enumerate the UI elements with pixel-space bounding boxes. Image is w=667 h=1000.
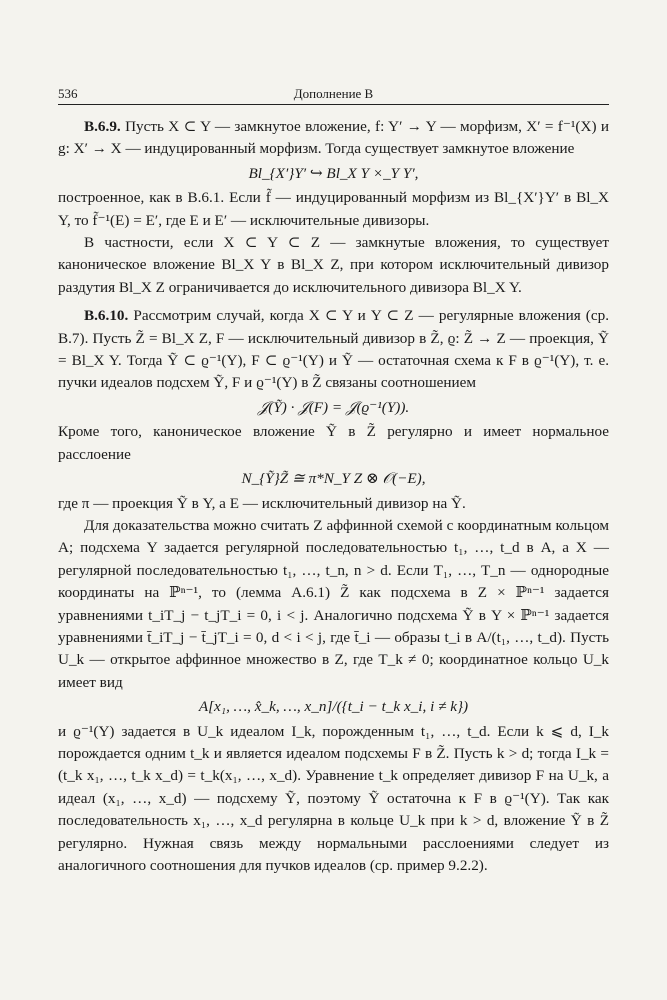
paragraph-projection: где π — проекция Ỹ в Y, а E — исключительный дивизор на Ỹ. — [58, 494, 466, 512]
section-text-b-6-9: Пусть X ⊂ Y — замкнутое вложение, f: Y′ → Y — морфизм, X′ = f⁻¹(X) и g: X′ → X — индуцированный морфизм. Тогда существует замкнутое вложение — [58, 118, 609, 158]
paragraph-normal-bundle-intro: Кроме того, каноническое вложение Ỹ в Z̃ регулярно и имеет нормальное расслоение — [58, 423, 609, 463]
header-rule — [58, 104, 609, 105]
paragraph-b-6-10 — [58, 305, 609, 395]
paragraph-b-6-9-continued: построенное, как в B.6.1. Если f̃ — индуцированный морфизм из Bl_{X′}Y′ в Bl_X Y, то f̃⁻¹(E) = E′, где E и E′ — исключительные дивизоры. — [58, 189, 609, 229]
section-text-b-6-10: Рассмотрим случай, когда X ⊂ Y и Y ⊂ Z — регулярные вложения (ср. B.7). Пусть Z̃ = Bl_X Z, F — исключительный дивизор в Z̃, ϱ: Z̃ → Z — проекция, Ỹ = Bl_X Y. Тогда Ỹ ⊂ ϱ⁻¹(Y), F ⊂ ϱ⁻¹(Y) и Ỹ — остаточная схема к F в ϱ⁻¹(Y), т. е. пучки идеалов подсхем Ỹ, F и ϱ⁻¹(Y) в Z̃ связаны соотношением — [58, 307, 609, 392]
running-title: Дополнение B — [293, 86, 374, 101]
paragraph-proof: Для доказательства можно считать Z аффинной схемой с координатным кольцом A; подсхема Y задается регулярной последовательностью t₁, …, t_d в A, а X — регулярной последовательностью t₁, …, t_n, n > d. Если T₁, …, T_n — однородные координаты на ℙⁿ⁻¹, то (лемма A.6.1) Z̃ как подсхема в Z × ℙⁿ⁻¹ задается уравнениями t_iT_j − t_jT_i = 0, i < j. Аналогично подсхема Ỹ в Y × ℙⁿ⁻¹ задается уравнениями t̄_iT_j − t̄_jT_i = 0, d < i < j, где t̄_i — образы t_i в A/(t₁, …, t_d). Пусть U_k — открытое аффинное множество в Z, где T_k ≠ 0; координатное кольцо U_k имеет вид — [58, 516, 609, 691]
formula-coordinate-ring: A[x₁, …, x̂_k, …, x_n]/({t_i − t_k x_i, i ≠ k}) — [198, 698, 469, 716]
page-body — [58, 116, 609, 877]
section-label-b-6-9: B.6.9. — [84, 118, 121, 135]
paragraph-in-particular: В частности, если X ⊂ Y ⊂ Z — замкнутые вложения, то существует каноническое вложение Bl_X Y в Bl_X Z, при котором исключительный дивизор раздутия Bl_X Z ограничивается до исключительного дивизора Bl_X Y. — [58, 234, 609, 296]
paragraph-proof-conclusion: и ϱ⁻¹(Y) задается в U_k идеалом I_k, порожденным t₁, …, t_d. Если k ⩽ d, I_k порождается одним t_k и является идеалом подсхемы F в Z̃. Пусть k > d; тогда I_k = (t_k x₁, …, t_k x_d) = t_k(x₁, …, x_d). Уравнение t_k определяет дивизор F на U_k, а идеал (x₁, …, x_d) — подсхему Ỹ, поэтому Ỹ остаточна к F в ϱ⁻¹(Y). Так как последовательность x₁, …, x_d регулярна в кольце U_k при k > d, вложение Ỹ в Z̃ регулярно. Нужная связь между нормальными расслоениями следует из аналогичного соотношения для пучков идеалов (ср. пример 9.2.2). — [58, 722, 609, 874]
section-label-b-6-10: B.6.10. — [84, 307, 129, 325]
page-number: 536 — [58, 86, 78, 101]
page-header — [58, 82, 609, 106]
formula-ideal-relation: 𝒥(Ỹ) · 𝒥(F) = 𝒥(ϱ⁻¹(Y)). — [257, 398, 410, 416]
paragraph-b-6-9 — [58, 116, 609, 161]
formula-normal-bundle: N_{Ỹ}Z̃ ≅ π*N_Y Z ⊗ 𝒪(−E), — [241, 470, 426, 488]
formula-blowup-embedding: Bl_{X′}Y′ ↪ Bl_X Y ×_Y Y′, — [248, 164, 419, 182]
